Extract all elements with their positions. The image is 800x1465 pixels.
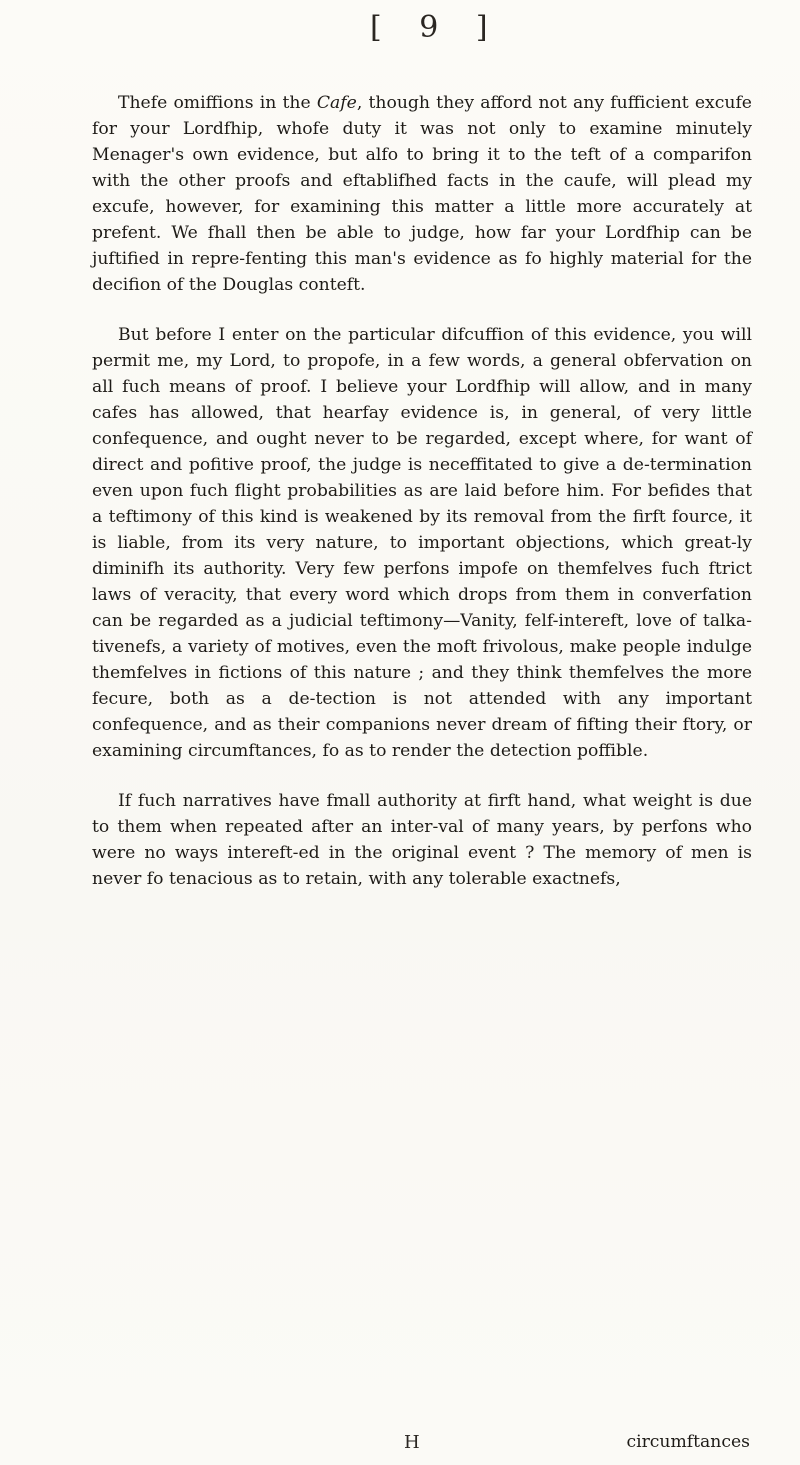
italic-word-cafe: Cafe <box>316 93 357 113</box>
paragraph-1-text-start: Thefe omiffions in the <box>118 93 317 113</box>
signature-mark: H <box>404 1432 420 1453</box>
paragraph-2-text: But before I enter on the particular difcuffion of this evidence, you will permit me, my Lord, to propofe, in a few words, a general obfervation on all fuch means of proof. I believe your Lordfhip will allow, and in many cafes has allowed, that hearfay evidence is, in general, of very little confequence, and ought never to be regarded, except where, for want of direct and pofitive proof, the judge is neceffitated to give a de-termination even upon fuch flight probabilities as are laid before him. For befides that a teftimony of this kind is weakened by its removal from the firft fource, it is liable, from its very nature, to important objections, which great-ly diminifh its authority. Very few perfons impofe on themfelves fuch ftrict laws of veracity, that every word which drops from them in converfation can be regarded as a judicial teftimony—Vanity, felf-intereft, love of talka-tivenefs, a variety of motives, even the moft frivolous, make people indulge themfelves in fictions of this nature ; and they think themfelves the more fecure, both as a de-tection is not attended with any important confequence, and as their companions never dream of fifting their ftory, or examining circumftances, fo as to render the detection poffible. <box>92 325 752 761</box>
paragraph-1-text-end: , though they afford not any fufficient excufe for your Lordfhip, whofe duty it was not only to examine minutely Menager's own evidence, but alfo to bring it to the teft of a comparifon with the other proofs and eftablifhed facts in the caufe, will plead my excufe, however, for examining this matter a little more accurately at prefent. We fhall then be able to judge, how far your Lordfhip can be juftified in repre-fenting this man's evidence as fo highly material for the decifion of the Douglas conteft. <box>92 93 752 295</box>
paragraph-2 <box>92 322 752 764</box>
paragraph-3-text: If fuch narratives have fmall authority at firft hand, what weight is due to them when repeated after an inter-val of many years, by perfons who were no ways intereft-ed in the original event ? The memory of men is never fo tenacious as to retain, with any tolerable exactnefs, <box>92 791 752 889</box>
page-number: [ 9 ] <box>370 10 502 45</box>
paragraph-1 <box>92 90 752 298</box>
paragraph-3 <box>92 788 752 892</box>
body-text <box>92 90 752 916</box>
catchword: circumftances <box>626 1432 750 1452</box>
